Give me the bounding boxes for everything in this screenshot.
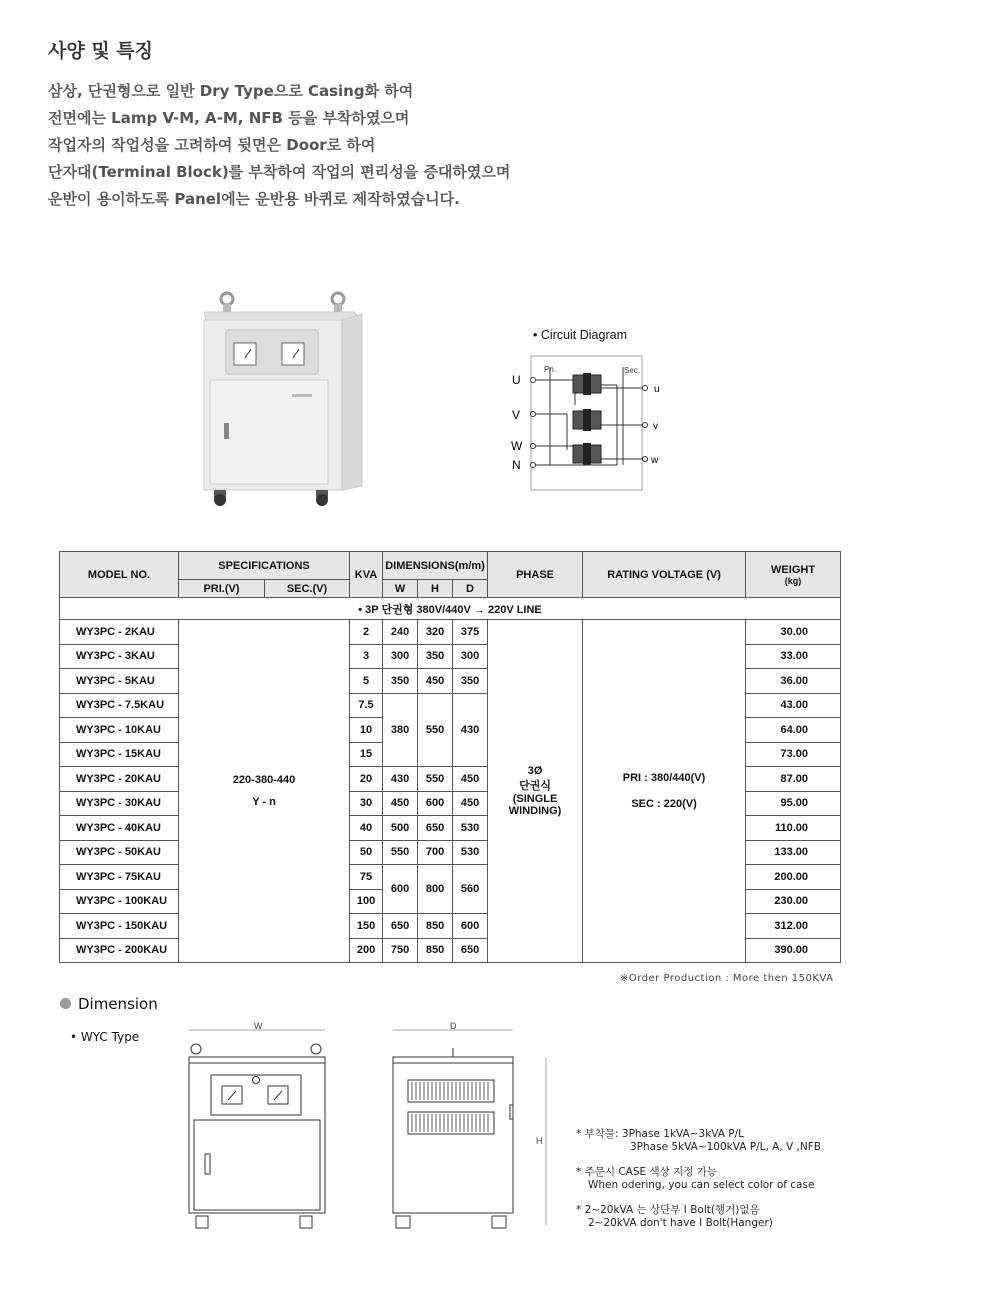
header-model: MODEL NO. (60, 552, 179, 598)
rating-line: SEC : 220(V) (631, 798, 697, 810)
header-specifications: SPECIFICATIONS (179, 552, 350, 580)
model-cell: WY3PC - 7.5KAU (60, 693, 179, 718)
dim-w-cell: 750 (383, 938, 418, 963)
model-cell: WY3PC - 40KAU (60, 816, 179, 841)
weight-cell: 390.00 (746, 938, 841, 963)
page-title: 사양 및 특징 (48, 40, 153, 62)
terminal-w: w (651, 455, 659, 466)
kva-cell: 2 (350, 620, 383, 645)
spec-bottom: Y - n (252, 796, 276, 808)
dim-w-cell: 450 (383, 791, 418, 816)
model-cell: WY3PC - 200KAU (60, 938, 179, 963)
note-line: * 2∼20kVA 는 상단부 I Bolt(행거)없음 (576, 1204, 760, 1216)
kva-cell: 200 (350, 938, 383, 963)
intro-line: 삼상, 단권형으로 일반 Dry Type으로 Casing화 하여 (48, 82, 414, 100)
terminal-V: V (512, 408, 521, 422)
dim-d-cell: 560 (453, 865, 488, 914)
rating-line: PRI : 380/440(V) (622, 772, 706, 784)
note-line: * 주문시 CASE 색상 지정 가능 (576, 1166, 718, 1178)
kva-cell: 7.5 (350, 693, 383, 718)
model-cell: WY3PC - 15KAU (60, 742, 179, 767)
terminal-U: U (512, 373, 521, 387)
header-rating: RATING VOLTAGE (V) (583, 552, 746, 598)
dim-h-cell: 350 (418, 644, 453, 669)
model-cell: WY3PC - 10KAU (60, 718, 179, 743)
phase-cell (488, 620, 583, 963)
kva-cell: 40 (350, 816, 383, 841)
dim-d-cell: 350 (453, 669, 488, 694)
weight-cell: 312.00 (746, 914, 841, 939)
terminal-N: N (512, 458, 521, 472)
dimension-drawing (180, 1020, 560, 1245)
kva-cell: 30 (350, 791, 383, 816)
dim-d-cell: 450 (453, 767, 488, 792)
weight-cell: 73.00 (746, 742, 841, 767)
weight-cell: 64.00 (746, 718, 841, 743)
kva-cell: 5 (350, 669, 383, 694)
spec-cell (179, 620, 350, 963)
weight-cell: 36.00 (746, 669, 841, 694)
terminal-W: W (511, 439, 523, 453)
dim-h-cell: 320 (418, 620, 453, 645)
intro-line: 전면에는 Lamp V-M, A-M, NFB 등을 부착하였으며 (48, 109, 410, 127)
dim-h-cell: 800 (418, 865, 453, 914)
notes (576, 1128, 821, 1242)
dim-w-cell: 430 (383, 767, 418, 792)
kva-cell: 50 (350, 840, 383, 865)
dim-w-cell: 300 (383, 644, 418, 669)
weight-cell: 133.00 (746, 840, 841, 865)
dimension-title (60, 995, 158, 1013)
note-line: When odering, you can select color of case (588, 1179, 815, 1191)
dim-label-d: D (450, 1021, 457, 1031)
header-kva: KVA (350, 552, 383, 598)
dim-h-cell: 600 (418, 791, 453, 816)
kva-cell: 3 (350, 644, 383, 669)
model-cell: WY3PC - 5KAU (60, 669, 179, 694)
model-cell: WY3PC - 100KAU (60, 889, 179, 914)
model-cell: WY3PC - 150KAU (60, 914, 179, 939)
dim-w-cell: 600 (383, 865, 418, 914)
dim-d-cell: 650 (453, 938, 488, 963)
weight-cell: 43.00 (746, 693, 841, 718)
dim-h-cell: 700 (418, 840, 453, 865)
weight-cell: 33.00 (746, 644, 841, 669)
dim-h-cell: 650 (418, 816, 453, 841)
header-h: H (418, 580, 453, 598)
table-row (60, 620, 841, 645)
dim-d-cell: 450 (453, 791, 488, 816)
weight-cell: 230.00 (746, 889, 841, 914)
note-line: * 부착물: 3Phase 1kVA∼3kVA P/L (576, 1128, 745, 1140)
weight-cell: 30.00 (746, 620, 841, 645)
dim-w-cell: 240 (383, 620, 418, 645)
dim-h-cell: 850 (418, 914, 453, 939)
phase-line: 3Ø (527, 765, 543, 777)
note-line: 3Phase 5kVA∼100kVA P/L, A, V ,NFB (630, 1141, 821, 1153)
terminal-v: v (653, 421, 658, 432)
bullet-icon (60, 998, 71, 1009)
dim-w-cell: 650 (383, 914, 418, 939)
phase-line: WINDING) (508, 805, 562, 817)
phase-line: 단권식 (519, 780, 551, 792)
type-label: • WYC Type (70, 1030, 140, 1044)
model-cell: WY3PC - 20KAU (60, 767, 179, 792)
dim-h-cell: 450 (418, 669, 453, 694)
phase-line: (SINGLE (512, 793, 558, 805)
intro-line: 단자대(Terminal Block)를 부착하여 작업의 편리성을 증대하였으며 (48, 163, 511, 181)
header-weight-label: WEIGHT (771, 563, 816, 576)
note-item (576, 1128, 821, 1154)
note-line: 2∼20kVA don't have I Bolt(Hanger) (588, 1217, 773, 1229)
rating-cell (583, 620, 746, 963)
dim-d-cell: 300 (453, 644, 488, 669)
header-weight (746, 552, 841, 598)
kva-cell: 150 (350, 914, 383, 939)
dim-w-cell: 550 (383, 840, 418, 865)
weight-cell: 200.00 (746, 865, 841, 890)
circuit-title: • Circuit Diagram (533, 328, 627, 342)
terminal-u: u (654, 384, 660, 395)
weight-cell: 110.00 (746, 816, 841, 841)
dim-w-cell: 350 (383, 669, 418, 694)
circuit-pri-label: Pri. (544, 365, 556, 374)
weight-cell: 95.00 (746, 791, 841, 816)
note-item (576, 1166, 821, 1192)
dim-d-cell: 600 (453, 914, 488, 939)
header-dimensions: DIMENSIONS(m/m) (383, 552, 488, 580)
intro-line: 운반이 용이하도록 Panel에는 운반용 바퀴로 제작하였습니다. (48, 190, 460, 208)
table-header-row (60, 552, 841, 580)
kva-cell: 100 (350, 889, 383, 914)
dim-w-cell: 380 (383, 693, 418, 767)
header-phase: PHASE (488, 552, 583, 598)
header-pri: PRI.(V) (179, 580, 265, 598)
note-item (576, 1204, 821, 1230)
spec-top: 220-380-440 (232, 774, 296, 786)
dim-d-cell: 375 (453, 620, 488, 645)
header-weight-unit: (kg) (784, 575, 802, 586)
header-d: D (453, 580, 488, 598)
dim-d-cell: 530 (453, 816, 488, 841)
dimension-title-text: Dimension (78, 995, 158, 1013)
weight-cell: 87.00 (746, 767, 841, 792)
kva-cell: 75 (350, 865, 383, 890)
intro-text (48, 78, 510, 213)
order-note: ※Order Production : More then 150KVA (620, 973, 834, 984)
model-cell: WY3PC - 50KAU (60, 840, 179, 865)
kva-cell: 20 (350, 767, 383, 792)
line-row (60, 598, 841, 620)
kva-cell: 10 (350, 718, 383, 743)
model-cell: WY3PC - 30KAU (60, 791, 179, 816)
dim-h-cell: 550 (418, 767, 453, 792)
dim-label-h: H (536, 1136, 543, 1146)
line-description: • 3P 단권형 380V/440V → 220V LINE (60, 598, 841, 620)
product-image (196, 290, 366, 515)
dim-h-cell: 850 (418, 938, 453, 963)
spec-table (59, 551, 841, 963)
kva-cell: 15 (350, 742, 383, 767)
header-w: W (383, 580, 418, 598)
model-cell: WY3PC - 75KAU (60, 865, 179, 890)
circuit-sec-label: Sec. (624, 366, 641, 375)
dim-d-cell: 530 (453, 840, 488, 865)
dim-d-cell: 430 (453, 693, 488, 767)
circuit-diagram (505, 325, 675, 495)
dim-label-w: W (254, 1021, 263, 1031)
header-sec: SEC.(V) (265, 580, 350, 598)
dim-w-cell: 500 (383, 816, 418, 841)
model-cell: WY3PC - 2KAU (60, 620, 179, 645)
intro-line: 작업자의 작업성을 고려하여 뒷면은 Door로 하여 (48, 136, 376, 154)
dim-h-cell: 550 (418, 693, 453, 767)
model-cell: WY3PC - 3KAU (60, 644, 179, 669)
